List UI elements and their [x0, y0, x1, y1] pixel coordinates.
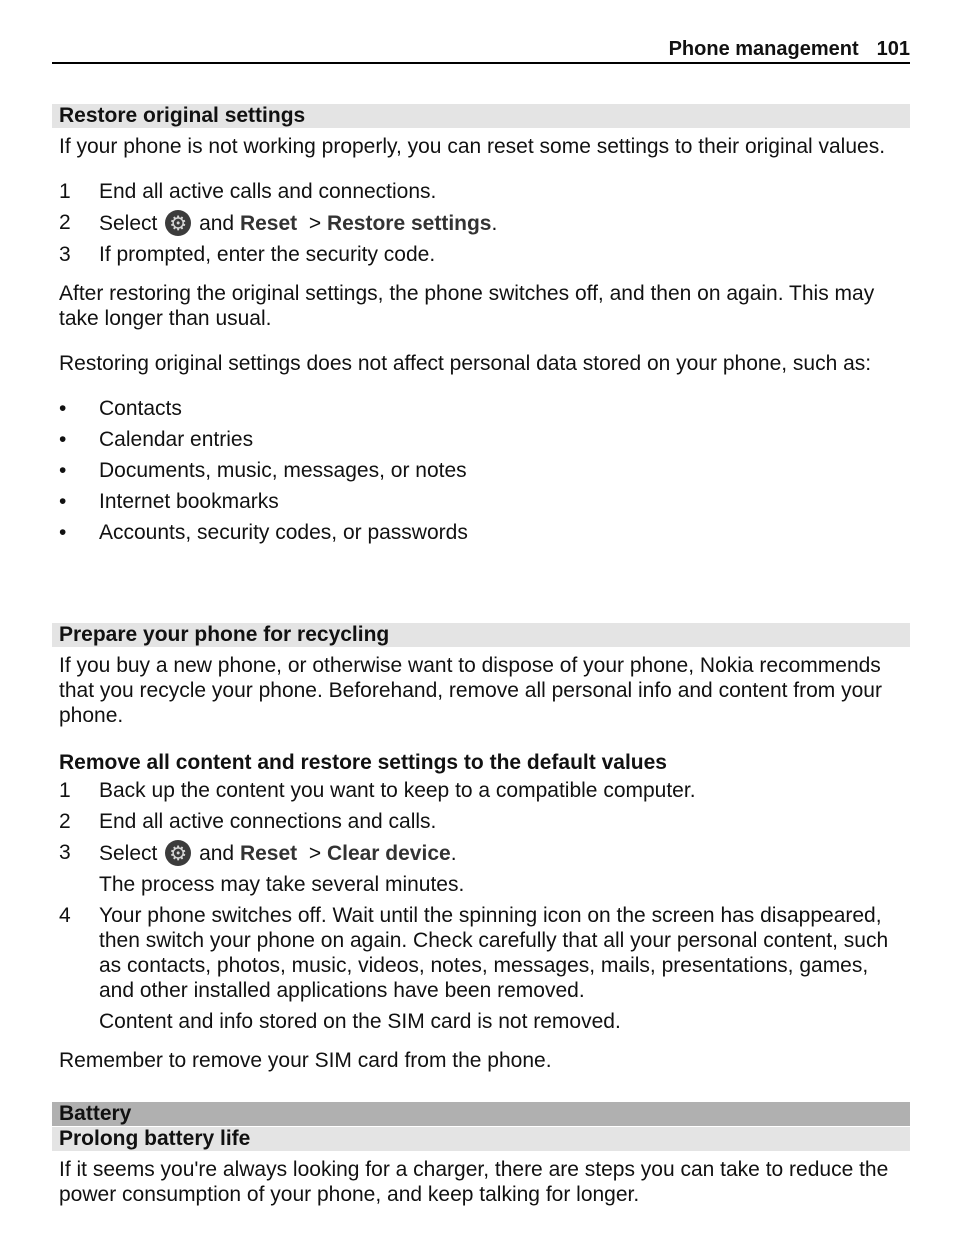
restore-steps [52, 179, 910, 267]
battery-intro: If it seems you're always looking for a charger, there are steps you can take to reduce the power consumption of your phone, and keep talking for longer. [59, 1158, 889, 1206]
page-number: 101 [876, 38, 910, 60]
restore-step-2: 2 Select ⚙ and Reset > Restore settings. [52, 210, 910, 236]
reset-menu-item: Reset [239, 212, 298, 235]
restore-after: After restoring the original settings, the phone switches off, and then on again. This may take longer than usual. [59, 282, 875, 330]
clear-device-menu-item: Clear device [326, 842, 451, 865]
restore-intro: If your phone is not working properly, you can reset some settings to their original values. [59, 135, 886, 158]
recycle-subheading: Remove all content and restore settings to the default values [59, 751, 667, 774]
restore-section [52, 104, 910, 551]
running-header [52, 36, 910, 64]
recycle-section [52, 623, 910, 1073]
recycle-reminder: Remember to remove your SIM card from the phone. [59, 1049, 552, 1072]
settings-gear-icon [165, 210, 191, 236]
list-item: • Calendar entries [59, 428, 254, 451]
list-item: • Documents, music, messages, or notes [59, 459, 467, 482]
battery-subheading: Prolong battery life [52, 1127, 910, 1151]
step-3-continuation: The process may take several minutes. [99, 873, 465, 896]
recycle-step-4: 4 Your phone switches off. Wait until the spinning icon on the screen has disappeared, then switch your phone on again. Check carefully that all your personal content, such as contacts, photos, music, videos, notes, messages, mails, presentations, games, and other installed applications have been removed. Content and info stored on the SIM card is not removed. [52, 903, 910, 1034]
battery-section [52, 1102, 910, 1207]
recycle-step-3: 3 Select ⚙ and Reset > Clear device. The process may take several minutes. [52, 840, 910, 897]
restore-step-1: 1 End all active calls and connections. [59, 180, 437, 203]
list-item: • Accounts, security codes, or passwords [59, 521, 468, 544]
list-item: • Contacts [59, 397, 182, 420]
restore-heading: Restore original settings [52, 104, 910, 128]
restore-step-3: 3 If prompted, enter the security code. [59, 243, 436, 266]
recycle-steps [52, 778, 910, 1034]
recycle-step-1: 1 Back up the content you want to keep to a compatible computer. [59, 779, 696, 802]
restore-note: Restoring original settings does not affect personal data stored on your phone, such as: [59, 352, 872, 375]
restore-settings-menu-item: Restore settings [326, 212, 492, 235]
restore-unaffected-list [52, 396, 910, 545]
reset-menu-item: Reset [239, 842, 298, 865]
step-4-continuation: Content and info stored on the SIM card is not removed. [99, 1010, 621, 1033]
list-item: • Internet bookmarks [59, 490, 279, 513]
recycle-step-2: 2 End all active connections and calls. [59, 810, 437, 833]
settings-gear-icon [165, 840, 191, 866]
recycle-intro: If you buy a new phone, or otherwise want to dispose of your phone, Nokia recommends that you recycle your phone. Beforehand, remove all personal info and content from your phone. [59, 654, 882, 727]
battery-chapter-heading: Battery [52, 1102, 910, 1126]
recycle-heading: Prepare your phone for recycling [52, 623, 910, 647]
chapter-title: Phone management [668, 38, 859, 60]
